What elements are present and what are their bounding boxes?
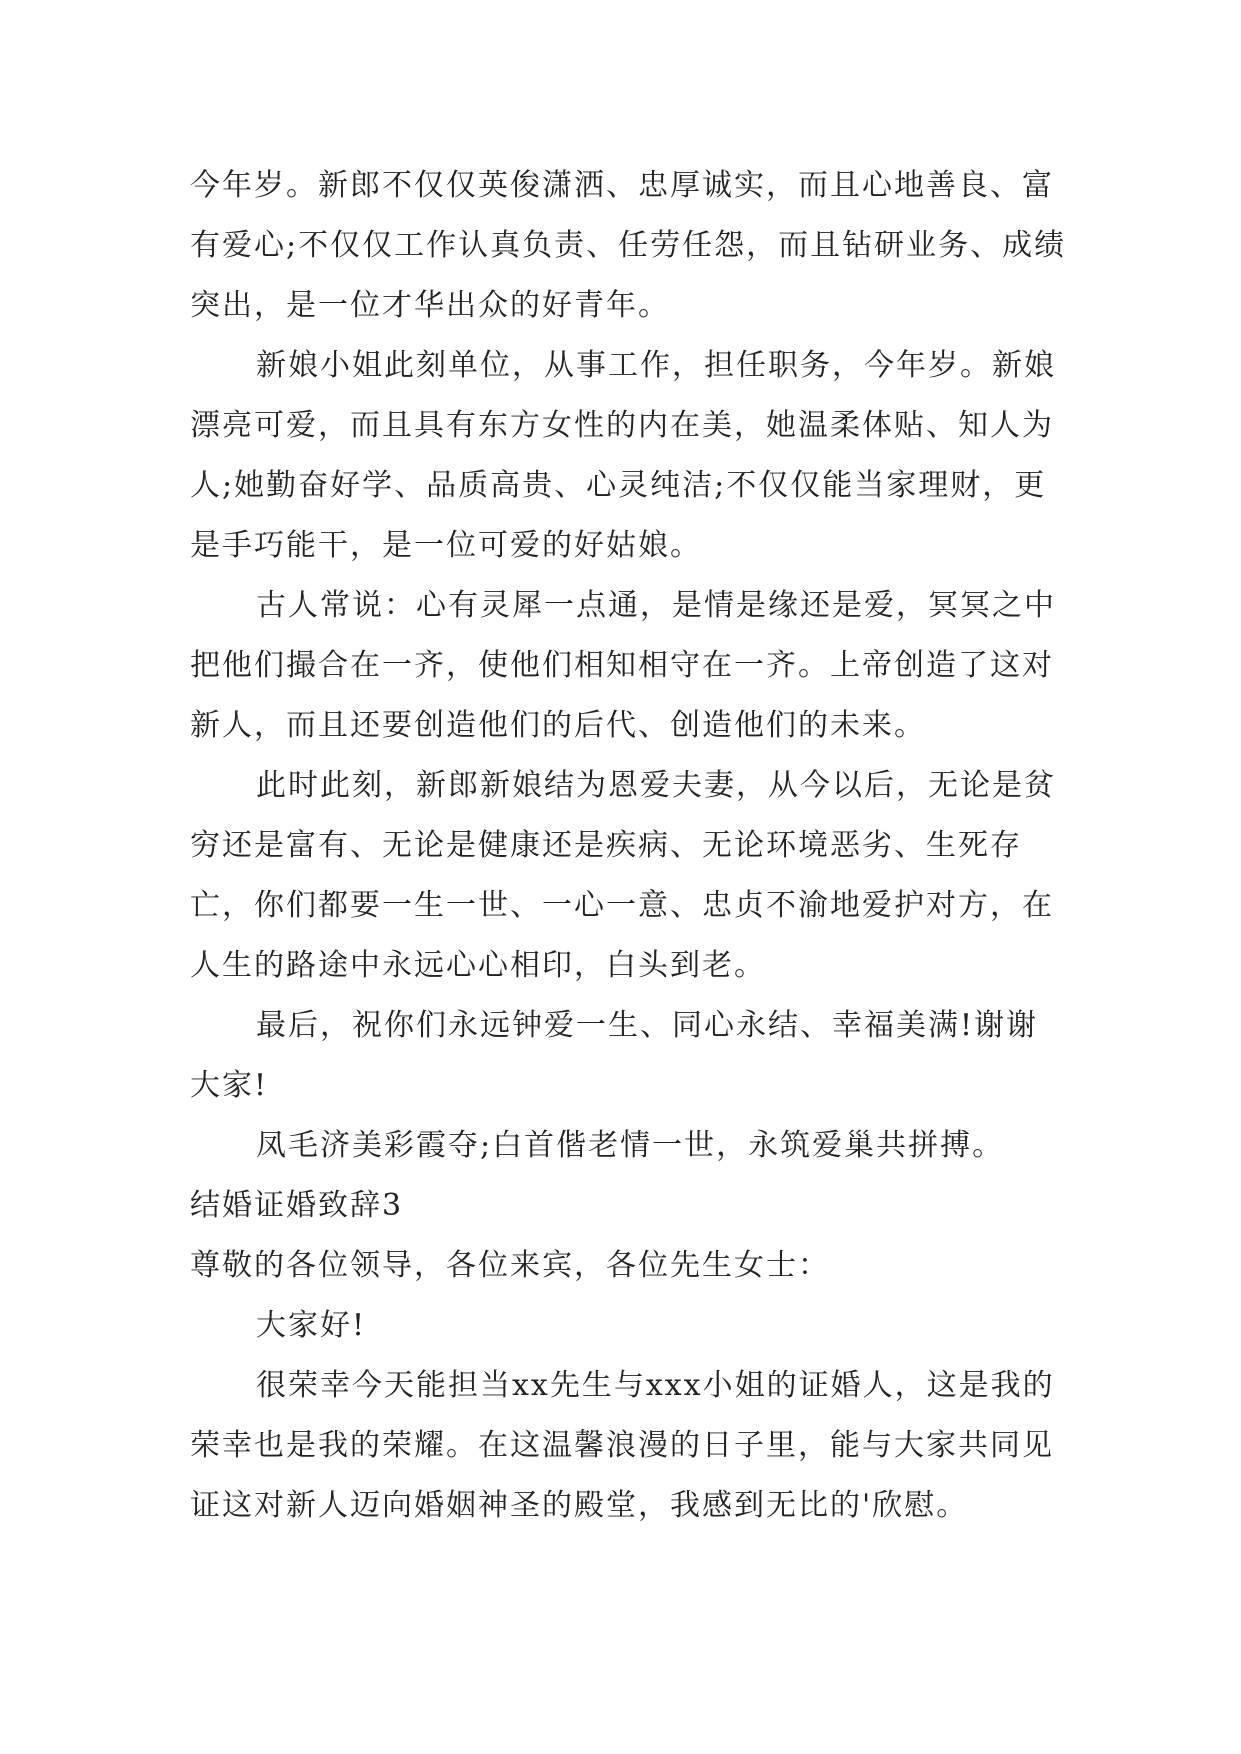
greeting: 大家好! — [256, 1308, 367, 1343]
paragraph-bride-intro: 新娘小姐此刻单位，从事工作，担任职务，今年岁。新娘漂亮可爱，而且具有东方女性的内在美，她温柔体贴、知人为人;她勤奋好学、品质高贵、心灵纯洁;不仅仅能当家理财，更是手巧能干，是一位可爱的好姑娘。 — [190, 348, 1056, 563]
salutation: 尊敬的各位领导，各位来宾，各位先生女士： — [190, 1248, 830, 1283]
paragraph-groom-intro: 今年岁。新郎不仅仅英俊潇洒、忠厚诚实，而且心地善良、富有爱心;不仅仅工作认真负责、任劳任怨，而且钻研业务、成绩突出，是一位才华出众的好青年。 — [190, 168, 1067, 323]
paragraph-couplet: 凤毛济美彩霞夺;白首偕老情一世，永筑爱巢共拼搏。 — [256, 1128, 1005, 1163]
paragraph-blessing: 最后，祝你们永远钟爱一生、同心永结、幸福美满!谢谢大家! — [190, 1008, 1039, 1103]
paragraph-officiant: 很荣幸今天能担当xx先生与xxx小姐的证婚人，这是我的荣幸也是我的荣耀。在这温馨浪漫的日子里，能与大家共同见证这对新人迈向婚姻神圣的殿堂，我感到无比的'欣慰。 — [190, 1368, 1055, 1523]
document-body — [190, 156, 1070, 1536]
paragraph-vows: 此时此刻，新郎新娘结为恩爱夫妻，从今以后，无论是贫穷还是富有、无论是健康还是疾病、无论环境恶劣、生死存亡，你们都要一生一世、一心一意、忠贞不渝地爱护对方，在人生的路途中永远心心相印，白头到老。 — [190, 768, 1056, 983]
paragraph-fate: 古人常说：心有灵犀一点通，是情是缘还是爱，冥冥之中把他们撮合在一齐，使他们相知相守在一齐。上帝创造了这对新人，而且还要创造他们的后代、创造他们的未来。 — [190, 588, 1056, 743]
section-title: 结婚证婚致辞3 — [190, 1188, 404, 1223]
